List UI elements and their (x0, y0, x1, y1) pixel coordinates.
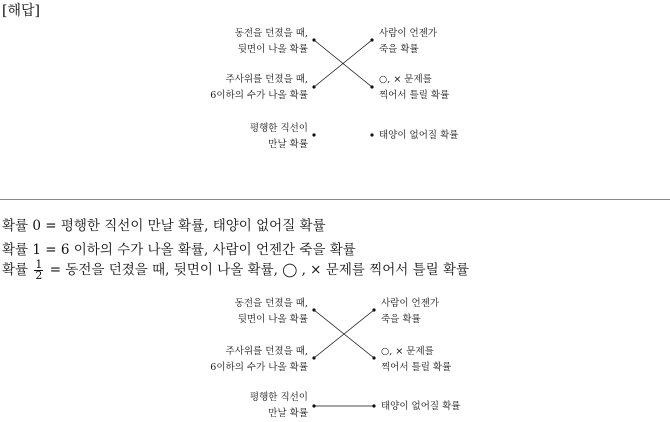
left-item-dice: 주사위를 던졌을 때, 6이하의 수가 나올 확률 (210, 74, 308, 101)
right-item-ox-bottom: ○, × 문제를 찍어서 틀릴 확률 (381, 346, 452, 373)
dot-top-left-3 (312, 133, 315, 136)
right-item-sun: 태양이 없어질 확률 (379, 130, 459, 141)
left-item-parallel: 평행한 직선이 만날 확률 (249, 123, 308, 150)
left-item-parallel-bottom: 평행한 직선이 만날 확률 (249, 392, 308, 419)
section-divider (0, 199, 670, 200)
solution-header: [해답] (2, 3, 40, 19)
left-item-coin-bottom: 동전을 던졌을 때, 뒷면이 나올 확률 (234, 298, 308, 325)
answer-prob-1: 확률 1 = 6 이하의 수가 나올 확률, 사람이 언젠간 죽을 확률 (2, 242, 356, 258)
right-item-death: 사람이 언젠가 죽을 확률 (379, 28, 438, 55)
answer-prob-half: 확률 $\frac{1}{2}$ = 동전을 던졌을 때, 뒷면이 나올 확률, ◯ , × 문제를 찍어서 틀릴 확률 (2, 258, 470, 282)
right-item-ox: ○, × 문제를 찍어서 틀릴 확률 (379, 74, 450, 101)
fraction-one-half: $\frac{1}{2}$ (35, 258, 43, 282)
left-item-coin: 동전을 던졌을 때, 뒷면이 나올 확률 (234, 28, 308, 55)
right-item-death-bottom: 사람이 언젠가 죽을 확률 (381, 298, 440, 325)
right-item-sun-bottom: 태양이 없어질 확률 (381, 401, 461, 412)
left-item-dice-bottom: 주사위를 던졌을 때, 6이하의 수가 나올 확률 (210, 346, 308, 373)
answer-prob-0: 확률 0 = 평행한 직선이 만날 확률, 태양이 없어질 확률 (2, 218, 326, 234)
dot-top-right-3 (370, 133, 373, 136)
